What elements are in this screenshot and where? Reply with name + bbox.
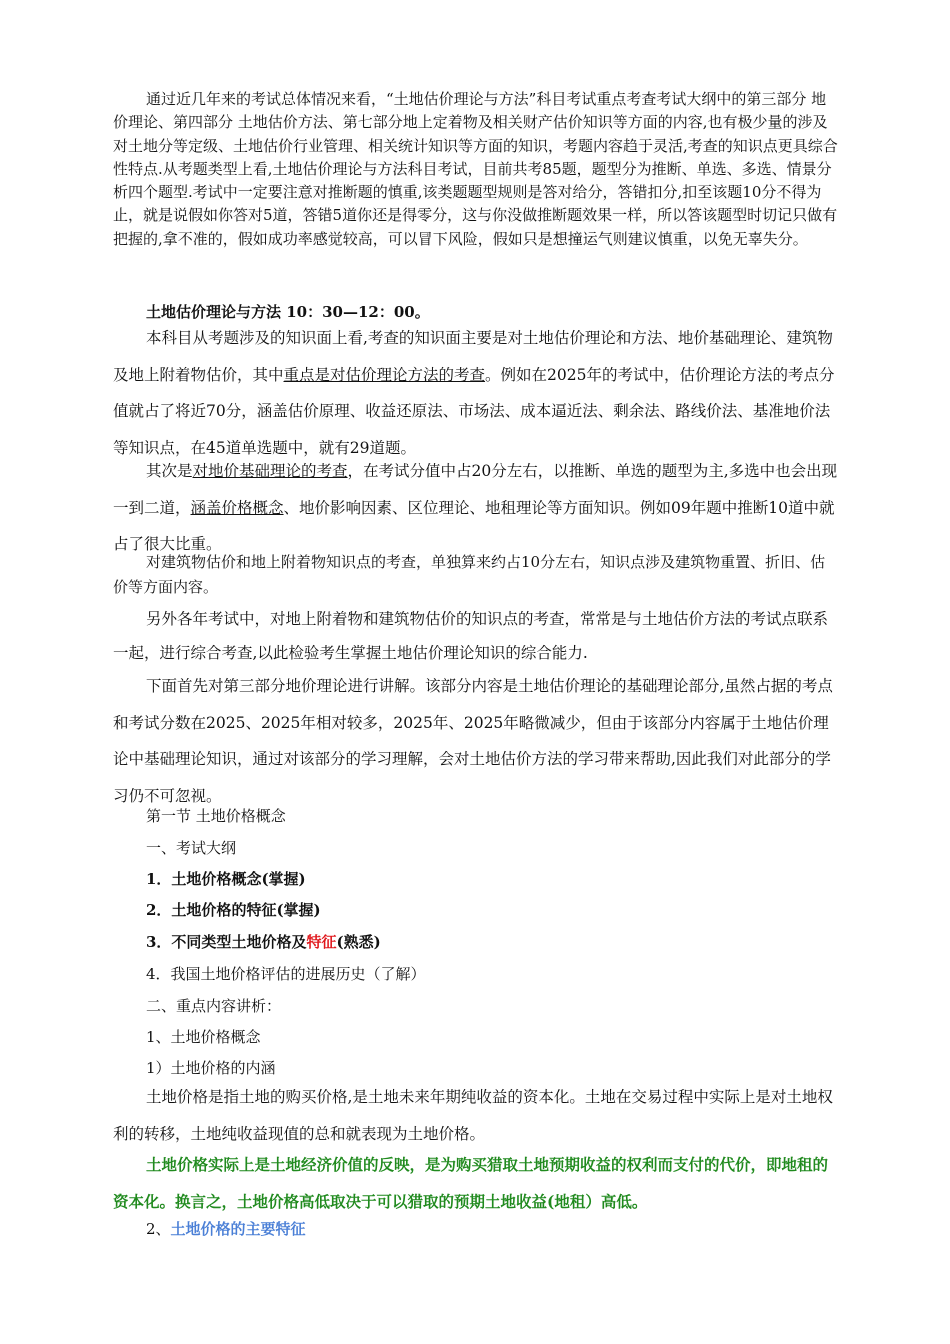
outline-item-3: 3．不同类型土地价格及特征(熟悉) [146, 933, 381, 951]
subsection-1-1: 1）土地价格的内涵 [146, 1059, 276, 1077]
subsection-2: 2、土地价格的主要特征 [146, 1220, 306, 1238]
basic-theory-underline: 对地价基础理论的考查 [192, 462, 348, 480]
outline-item-2: 2．土地价格的特征(掌握) [146, 901, 321, 919]
knowledge-paragraph: 本科目从考题涉及的知识面上看,考查的知识面主要是对土地估价理论和方法、地价基础理论、建筑物及地上附着物估价，其中重点是对估价理论方法的考查。例如在2025年的考试中，估价理论方法的考点分值就占了将近70分，涵盖估价原理、收益还原法、市场法、成本逼近法、剩余法、路线价法、基准地价法等知识点，在45道单选题中，就有29道题。 [113, 329, 835, 458]
exam-time-line: 土地估价理论与方法 10：30—12：00。 [146, 303, 430, 321]
subsection-1: 1、土地价格概念 [146, 1028, 261, 1046]
price-concept-underline: 涵盖价格概念 [190, 498, 284, 517]
part3-paragraph: 下面首先对第三部分地价理论进行讲解。该部分内容是土地估价理论的基础理论部分,虽然占据的考点和考试分数在2025、2025年相对较多，2025年、2025年略微减少，但由于该部分内容属于土地估价理论中基础理论知识，通过对该部分的学习理解，会对土地估价方法的学习带来帮助,因此我们对此部分的学习仍不可忽视。 [113, 677, 833, 806]
section-title: 第一节 土地价格概念 [146, 807, 286, 825]
outline-item-4: 4．我国土地价格评估的进展历史（了解） [146, 965, 426, 983]
combined-paragraph: 另外各年考试中，对地上附着物和建筑物估价的知识点的考查，常常是与土地估价方法的考试点联系一起，进行综合考查,以此检验考生掌握土地估价理论知识的综合能力. [113, 610, 829, 662]
building-paragraph: 对建筑物估价和地上附着物知识点的考查，单独算来约占10分左右，知识点涉及建筑物重置、折旧、估价等方面内容。 [113, 553, 826, 596]
definition-paragraph: 土地价格是指土地的购买价格,是土地未来年期纯收益的资本化。土地在交易过程中实际上是对土地权利的转移，土地纯收益现值的总和就表现为土地价格。 [113, 1088, 833, 1143]
outline-heading: 一、考试大纲 [146, 839, 237, 857]
outline-item-1: 1．土地价格概念(掌握) [146, 870, 306, 888]
intro-paragraph: 通过近几年来的考试总体情况来看，“土地估价理论与方法”科目考试重点考查考试大纲中的第三部分 地价理论、第四部分 土地估价方法、第七部分地上定着物及相关财产估价知识等方面的内容,也有极少量的涉及对土地分等定级、土地估价行业管理、相关统计知识等方面的知识，考题内容趋于灵活,考查的知识点更具综合性特点.从考题类型上看,土地估价理论与方法科目考试，目前共考85题，题型分为推断、单选、多选、情景分析四个题型.考试中一定要注意对推断题的慎重,该类题题型规则是答对给分，答错扣分,扣至该题10分不得为止，就是说假如你答对5道，答错5道你还是得零分，这与你没做推断题效果一样，所以答该题型时切记只做有把握的,拿不准的，假如成功率感觉较高，可以冒下风险，假如只是想撞运气则建议慎重，以免无辜失分。 [113, 90, 838, 248]
feature-highlight: 特征 [306, 933, 337, 951]
key-point-underline: 重点是对估价理论方法的考查 [283, 365, 486, 384]
subsection-2-title: 土地价格的主要特征 [170, 1220, 306, 1238]
analysis-heading: 二、重点内容讲析： [146, 997, 282, 1015]
green-emphasis-paragraph: 土地价格实际上是土地经济价值的反映，是为购买猎取土地预期收益的权利而支付的代价，即地租的资本化。换言之，土地价格高低取决于可以猎取的预期土地收益(地租）高低。 [113, 1155, 829, 1211]
secondary-paragraph: 其次是对地价基础理论的考查，在考试分值中占20分左右，以推断、单选的题型为主,多选中也会出现一到二道，涵盖价格概念、地价影响因素、区位理论、地租理论等方面知识。例如09年题中推断10道中就占了很大比重。 [113, 462, 838, 554]
